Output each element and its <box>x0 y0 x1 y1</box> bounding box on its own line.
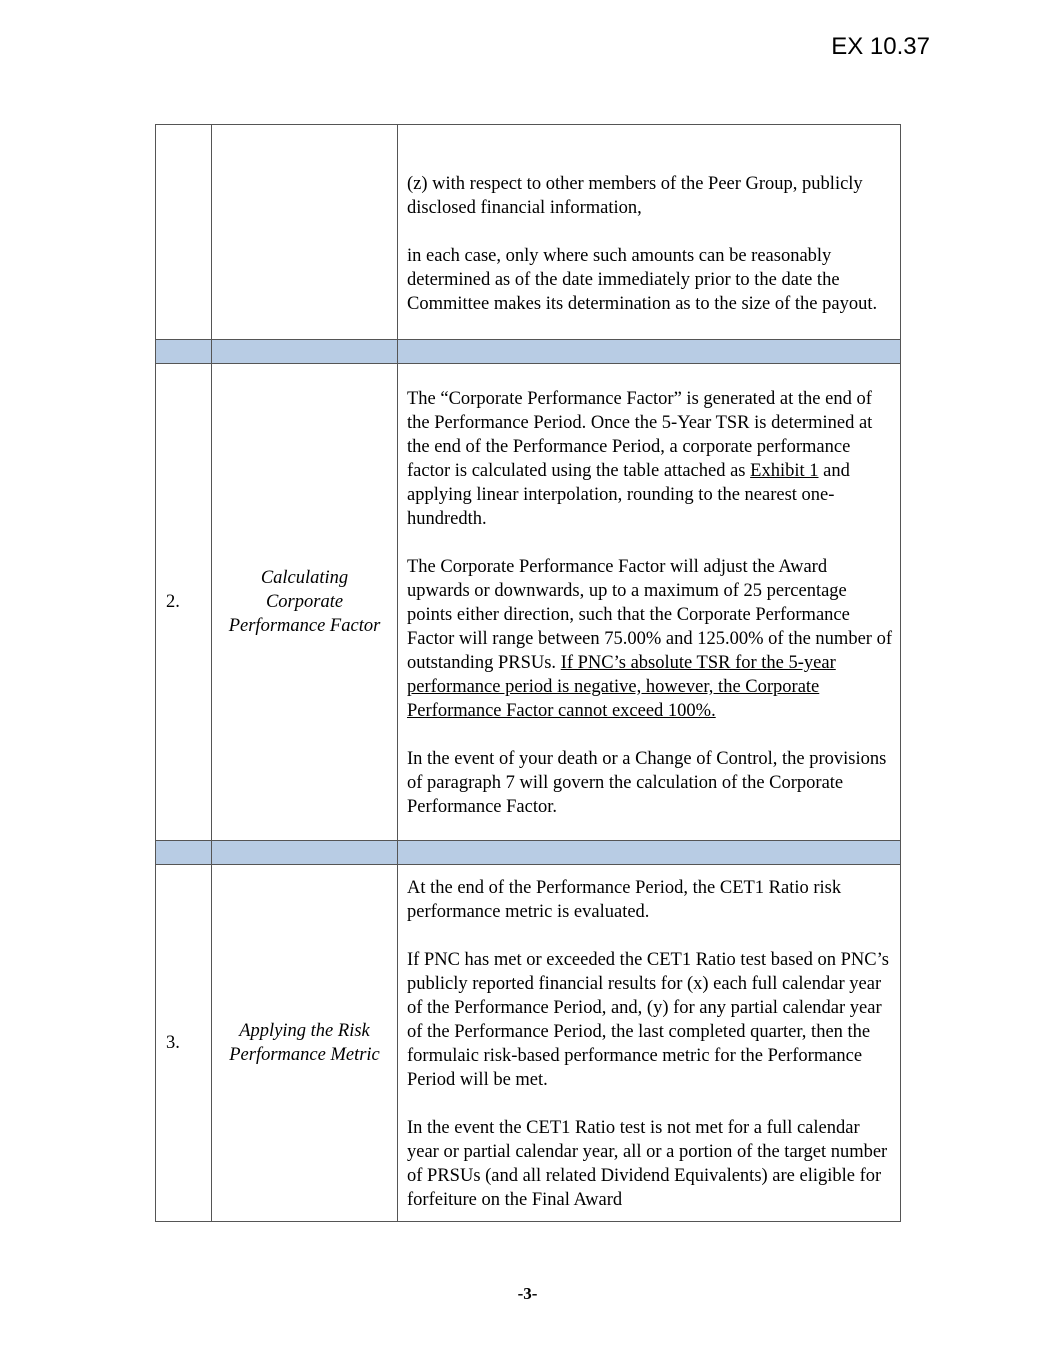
paragraph: In the event of your death or a Change of Control, the provisions of paragraph 7 will govern the calculation of the Corporate Performance Factor. <box>407 749 887 817</box>
table-row <box>156 364 901 841</box>
section-number: 2. <box>156 364 212 841</box>
terms-table <box>155 124 901 1222</box>
page-number: -3- <box>517 1284 538 1303</box>
row-title-cell <box>212 125 398 340</box>
row-body-cell <box>398 865 901 1222</box>
section-number: 3. <box>156 865 212 1222</box>
row-number-cell <box>156 125 212 340</box>
paragraph: (z) with respect to other members of the Peer Group, publicly disclosed financial information, <box>407 174 863 218</box>
paragraph: In the event the CET1 Ratio test is not met for a full calendar year or partial calendar year, all or a portion of the target number of PRSUs (and all related Dividend Equivalents) are eligible for forfeiture on the Final Award <box>407 1118 888 1210</box>
row-body-cell <box>398 125 901 340</box>
row-body-cell <box>398 364 901 841</box>
paragraph: The Corporate Performance Factor will adjust the Award upwards or downwards, up to a maximum of 25 percentage points either direction, such that the Corporate Performance Factor will range between 75.00% and 125.00% of the number of outstanding PRSUs. If PNC’s absolute TSR for the 5-year performance period is negative, however, the Corporate Performance Factor cannot exceed 100%. <box>407 557 892 721</box>
paragraph: The “Corporate Performance Factor” is generated at the end of the Performance Period. Once the 5-Year TSR is determined at the end of the Performance Period, a corporate performance factor is calculated using the table attached as Exhibit 1 and applying linear interpolation, rounding to the nearest one-hundredth. <box>407 389 873 529</box>
section-title: Calculating Corporate Performance Factor <box>212 364 398 841</box>
paragraph: in each case, only where such amounts can be reasonably determined as of the date immediately prior to the date the Committee makes its determination as to the size of the payout. <box>407 246 878 314</box>
table-row <box>156 125 901 340</box>
exhibit-label: EX 10.37 <box>831 33 930 60</box>
section-title: Applying the Risk Performance Metric <box>212 865 398 1222</box>
spacer-row <box>156 841 901 865</box>
table-row <box>156 865 901 1222</box>
paragraph: If PNC has met or exceeded the CET1 Ratio test based on PNC’s publicly reported financial results for (x) each full calendar year of the Performance Period, and, (y) for any partial calendar year of the Performance Period, the last completed quarter, then the formulaic risk-based performance metric for the Performance Period will be met. <box>407 950 889 1090</box>
exhibit-1-link[interactable]: Exhibit 1 <box>750 461 819 481</box>
underlined-text: If PNC’s absolute TSR for the 5-year performance period is negative, however, the Corporate Performance Factor cannot exceed 100%. <box>407 653 836 721</box>
paragraph: At the end of the Performance Period, the CET1 Ratio risk performance metric is evaluated. <box>407 878 842 922</box>
spacer-row <box>156 340 901 364</box>
